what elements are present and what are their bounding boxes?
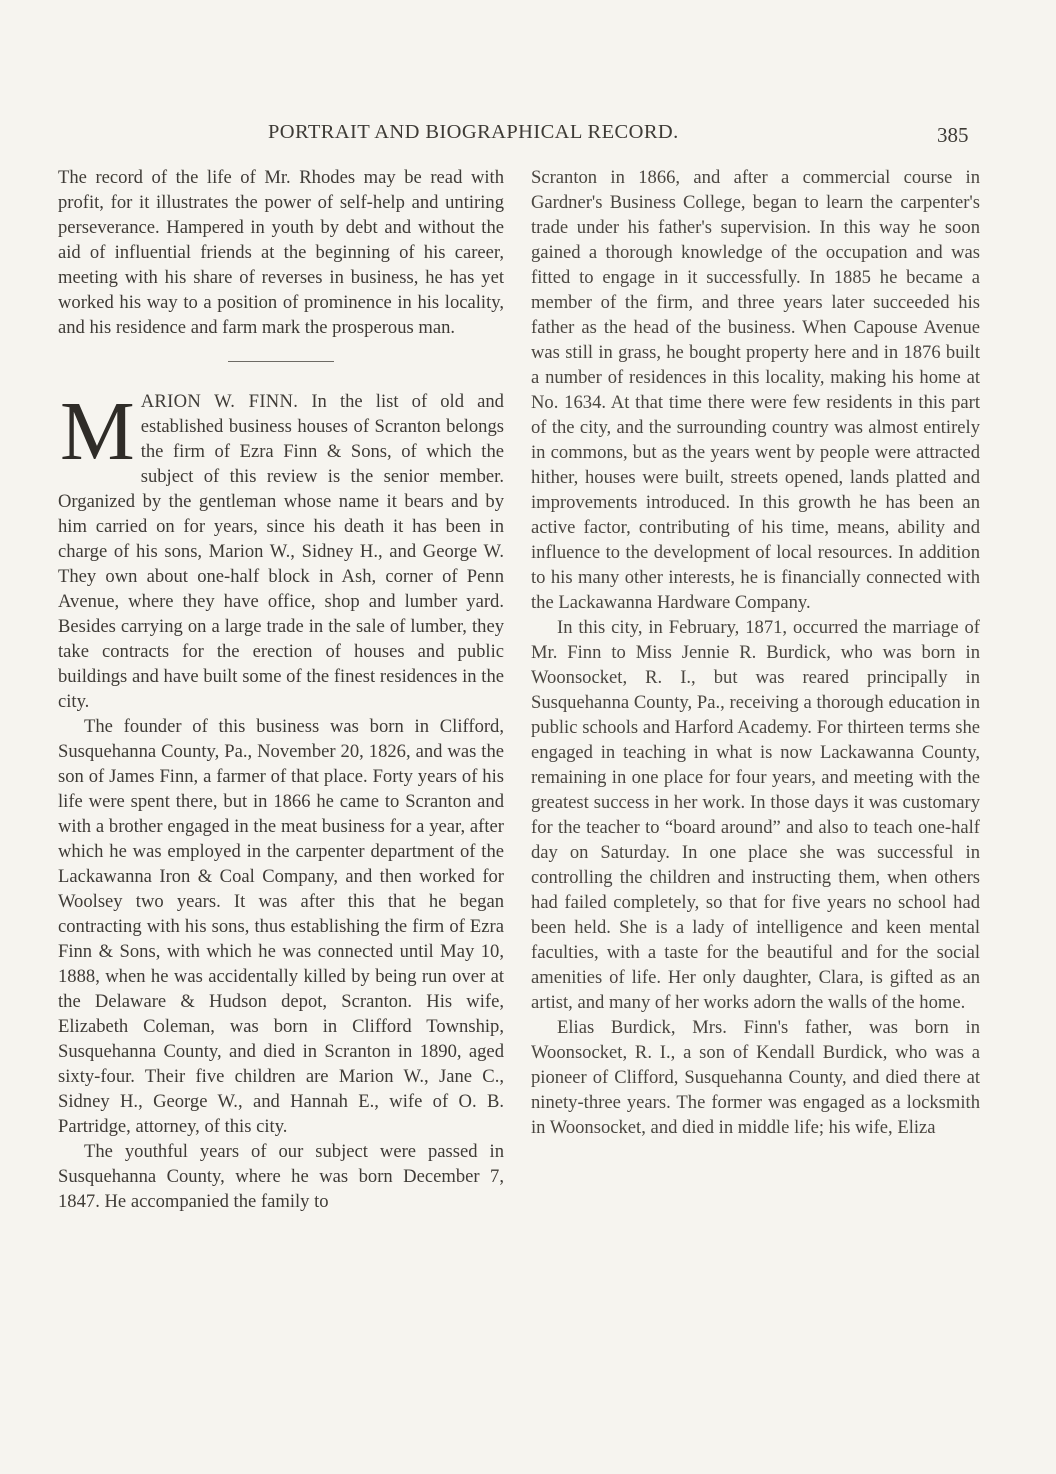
left-column xyxy=(58,165,504,1214)
right-column xyxy=(531,165,980,1140)
section-divider xyxy=(228,361,334,362)
finn-intro-text: In the list of old and established business houses of Scranton belongs the firm of Ezra Finn & Sons, of which the subject of this review is the senior member. Organized by the gentleman whose name it bears and by him carried on for years, since his death it has been in charge of his sons, Marion W., Sidney H., and George W. They own about one-half block in Ash, corner of Penn Avenue, where they have office, shop and lumber yard. Besides carrying on a large trade in the sale of lumber, they take contracts for the erection of houses and public buildings and have built some of the finest residences in the city. xyxy=(58,391,504,712)
finn-intro-paragraph xyxy=(58,385,504,714)
running-title: PORTRAIT AND BIOGRAPHICAL RECORD. xyxy=(268,121,679,143)
running-head xyxy=(0,121,1056,151)
page-number: 385 xyxy=(937,123,969,147)
youth-paragraph: The youthful years of our subject were passed in Susquehanna County, where he was born December 7, 1847. He accompanied the family to xyxy=(58,1141,504,1212)
drop-cap: M xyxy=(60,385,135,478)
marriage-paragraph: In this city, in February, 1871, occurred the marriage of Mr. Finn to Miss Jennie R. Burdick, who was born in Woonsocket, R. I., but was reared principally in Susquehanna County, Pa., receiving a thorough education in public schools and Harford Academy. For thirteen terms she engaged in teaching in what is now Lackawanna County, remaining in one place for four years, and meeting with the greatest success in her work. In those days it was customary for the teacher to “board around” and also to teach one-half day on Saturday. In one place she was successful in controlling the children and instructing them, when others had failed completely, so that for five years no school had been held. She is a lady of intelligence and keen mental faculties, with a taste for the beautiful and for the social amenities of life. Her only daughter, Clara, is gifted as an artist, and many of her works adorn the walls of the home. xyxy=(531,617,980,1013)
career-paragraph: Scranton in 1866, and after a commercial course in Gardner's Business College, began to learn the carpenter's trade under his father's supervision. In this way he soon gained a thorough knowledge of the occupation and was fitted to engage in it successfully. In 1885 he became a member of the firm, and three years later succeeded his father as the head of the business. When Capouse Avenue was still in grass, he bought property here and in 1876 built a number of residences in this locality, making his home at No. 1634. At that time there were few residents in this part of the city, and the surrounding country was almost entirely in commons, but as the years went by people were attracted hither, houses were built, streets opened, lands platted and improvements introduced. In this growth he has been an active factor, contributing of his time, means, ability and influence to the development of local resources. In addition to his many other interests, he is financially connected with the Lackawanna Hardware Company. xyxy=(531,167,980,613)
rhodes-closing-paragraph: The record of the life of Mr. Rhodes may be read with profit, for it illustrates the power of self-help and untiring perseverance. Hampered in youth by debt and without the aid of influential friends at the beginning of his career, meeting with his share of reverses in business, he has yet worked his way to a position of prominence in his locality, and his residence and farm mark the prosperous man. xyxy=(58,167,504,338)
subject-name: ARION W. FINN. xyxy=(140,391,299,412)
founder-paragraph: The founder of this business was born in Clifford, Susquehanna County, Pa., November 20, 1826, and was the son of James Finn, a farmer of that place. Forty years of his life were spent there, but in 1866 he came to Scranton and with a brother engaged in the meat business for a year, after which he was employed in the carpenter department of the Lackawanna Iron & Coal Company, and then worked for Woolsey two years. It was after this that he began contracting with his sons, thus establishing the firm of Ezra Finn & Sons, with which he was connected until May 10, 1888, when he was accidentally killed by being run over at the Delaware & Hudson depot, Scranton. His wife, Elizabeth Coleman, was born in Clifford Township, Susquehanna County, and died in Scranton in 1890, aged sixty-four. Their five children are Marion W., Jane C., Sidney H., George W., and Hannah E., wife of O. B. Partridge, attorney, of this city. xyxy=(58,716,504,1137)
burdick-paragraph: Elias Burdick, Mrs. Finn's father, was born in Woonsocket, R. I., a son of Kendall Burdick, who was a pioneer of Clifford, Susquehanna County, and died there at ninety-three years. The former was engaged as a locksmith in Woonsocket, and died in middle life; his wife, Eliza xyxy=(531,1017,980,1138)
